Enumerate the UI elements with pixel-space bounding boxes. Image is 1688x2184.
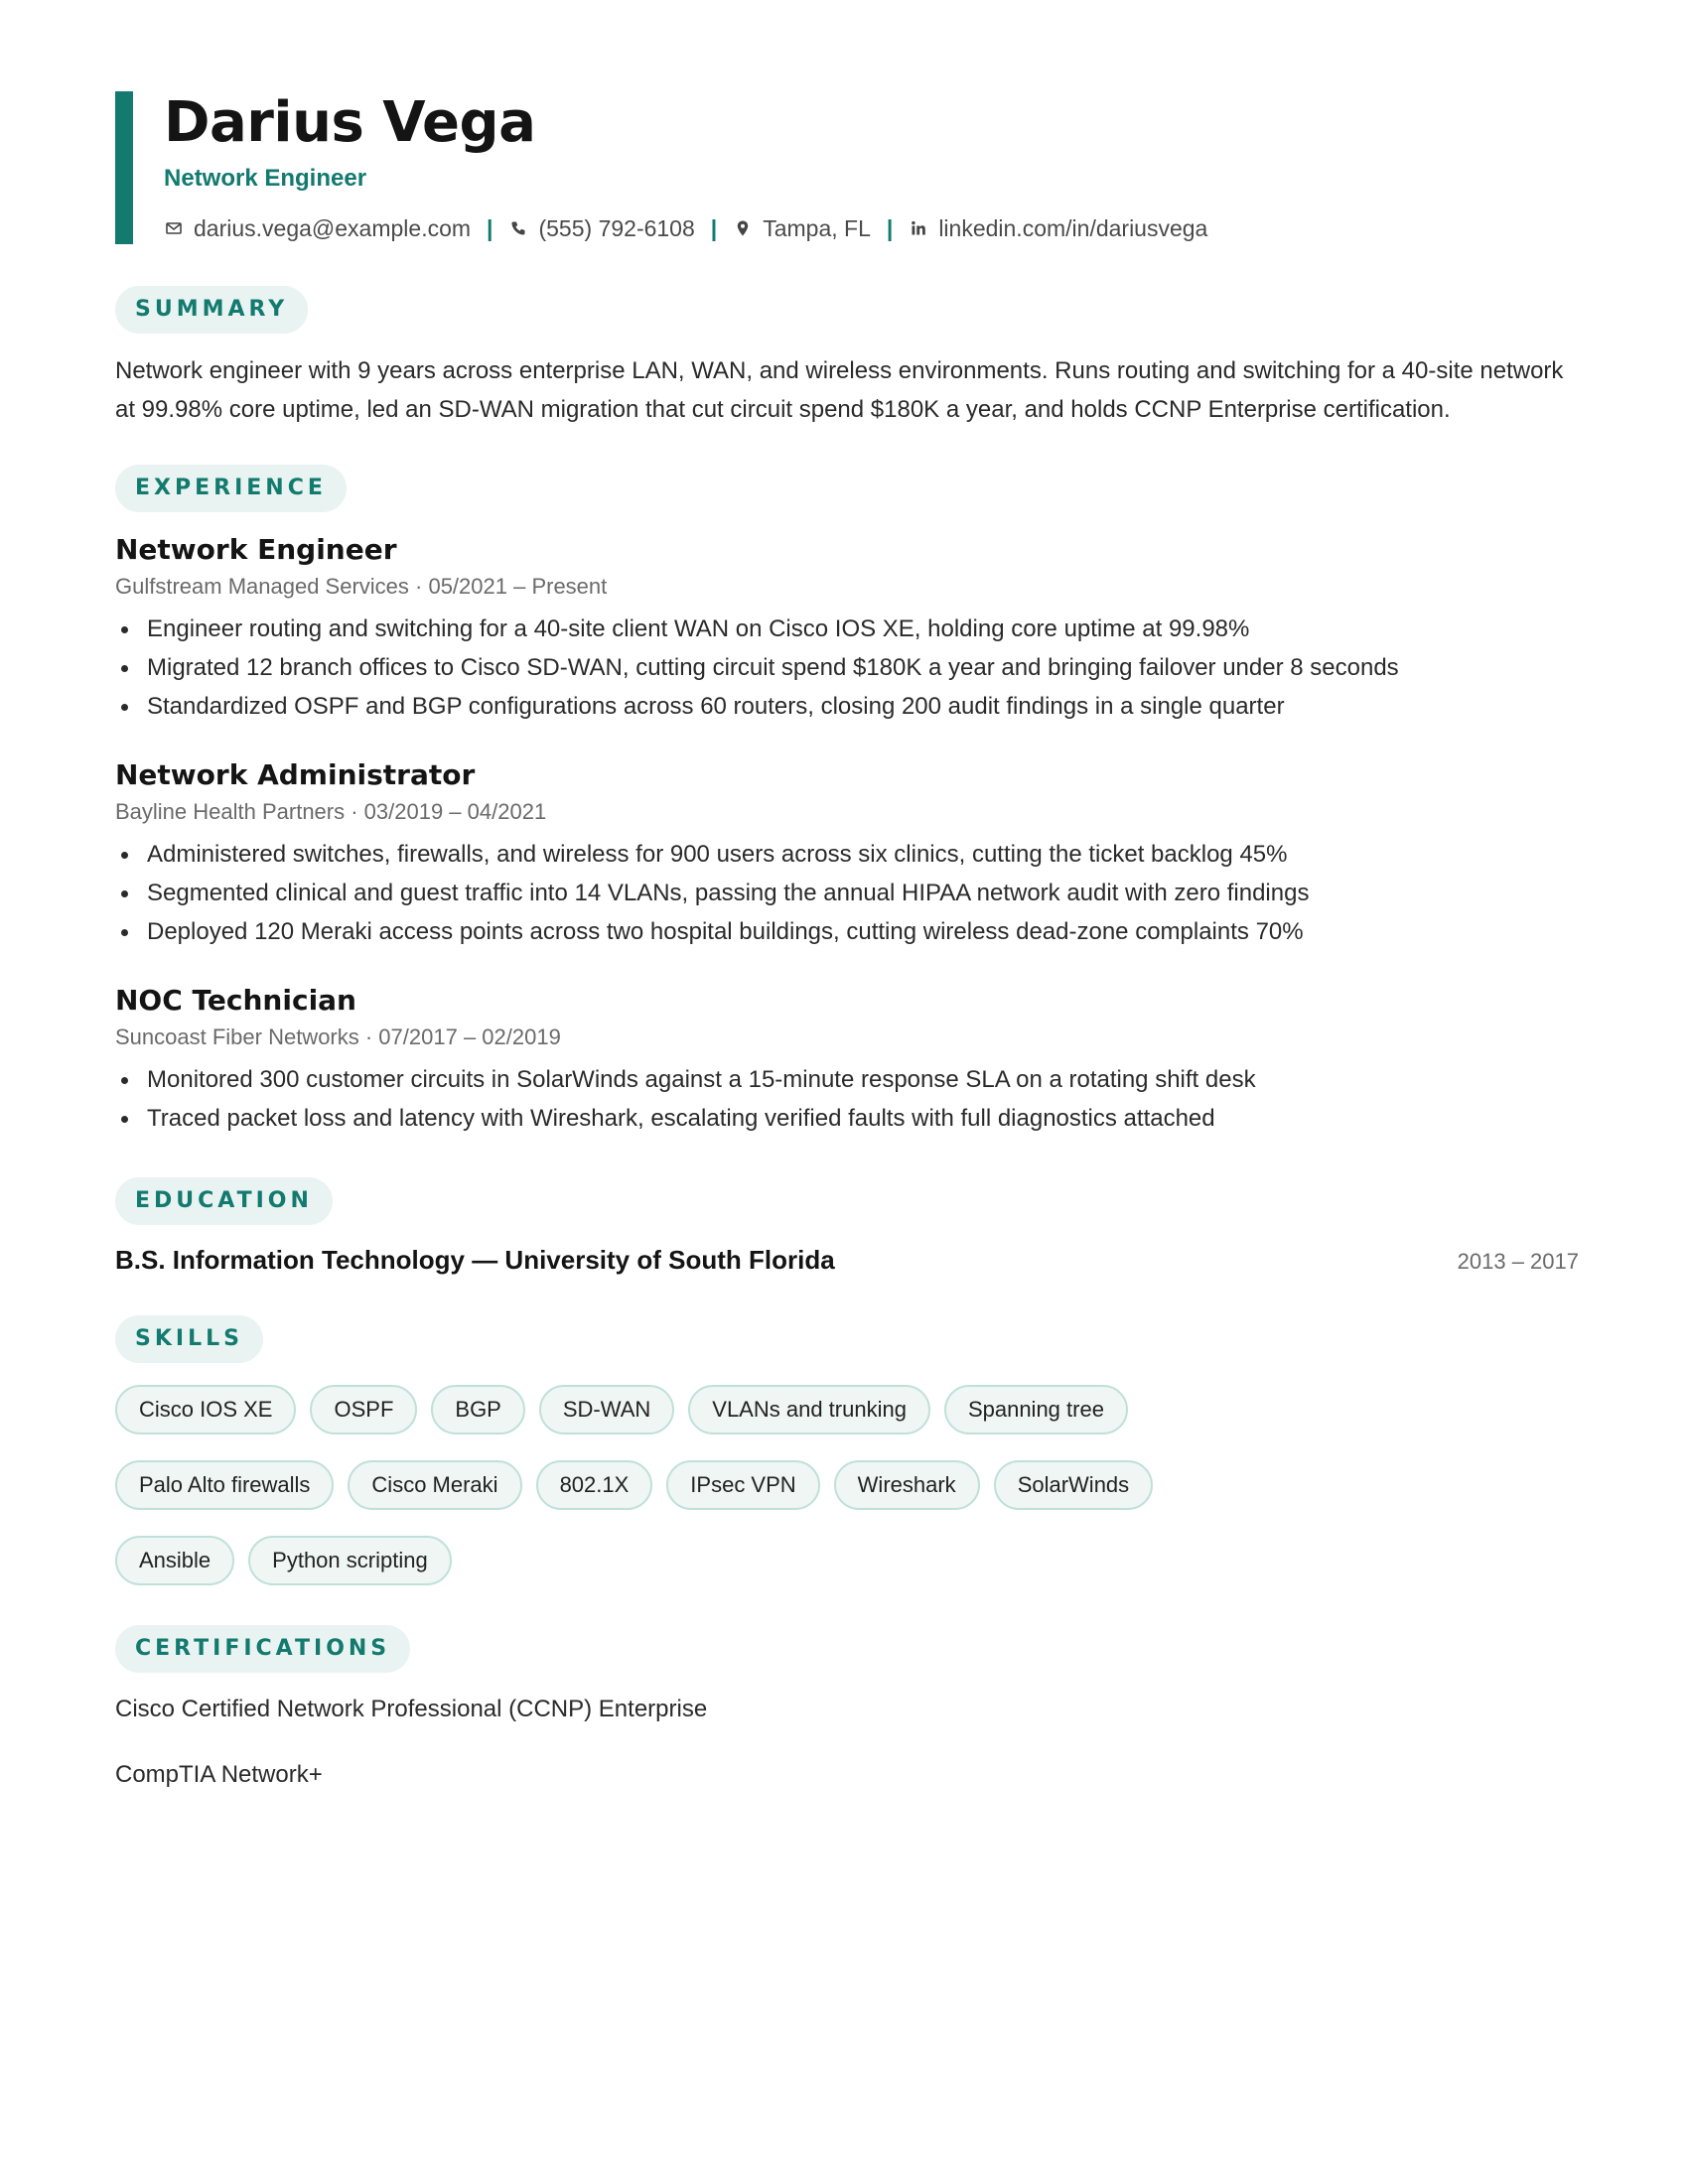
contact-linkedin[interactable] [909,214,1207,242]
experience-section [115,465,1579,1138]
bullet-item: Segmented clinical and guest traffic into 14 VLANs, passing the annual HIPAA network audit with zero findings [115,874,1579,912]
job-meta: Gulfstream Managed Services · 05/2021 – Present [115,574,608,599]
skill-chip: 802.1X [536,1460,653,1510]
phone-text: (555) 792-6108 [538,215,695,241]
skill-chip: Spanning tree [944,1385,1128,1434]
bullet-item: Engineer routing and switching for a 40-site client WAN on Cisco IOS XE, holding core uptime at 99.98% [115,610,1579,648]
resume-header [115,91,1579,244]
accent-bar [115,91,133,244]
education-degree: B.S. Information Technology — University of South Florida [115,1245,835,1275]
location-text: Tampa, FL [763,215,871,241]
certification-item: Cisco Certified Network Professional (CCNP) Enterprise [115,1696,708,1722]
education-years: 2013 – 2017 [1457,1249,1579,1274]
bullet-item: Deployed 120 Meraki access points across two hospital buildings, cutting wireless dead-zone complaints 70% [115,912,1579,951]
contact-phone[interactable] [508,214,694,242]
job-meta: Suncoast Fiber Networks · 07/2017 – 02/2019 [115,1024,561,1049]
certifications-section [115,1625,1579,1790]
section-heading: SKILLS [115,1315,263,1363]
job-title: NOC Technician [115,984,356,1017]
location-pin-icon [733,218,753,238]
job-bullets [115,835,1579,951]
contact-location [733,214,871,242]
candidate-name: Darius Vega [164,90,536,155]
job-meta: Bayline Health Partners · 03/2019 – 04/2021 [115,799,547,824]
job-bullets [115,610,1579,726]
certification-item: CompTIA Network+ [115,1761,323,1788]
job-entry [115,757,1579,951]
skill-chip: Cisco Meraki [348,1460,521,1510]
job-title: Network Administrator [115,758,476,791]
skill-chip: IPsec VPN [666,1460,819,1510]
job-title: Network Engineer [115,533,397,566]
skill-chip: SolarWinds [994,1460,1153,1510]
linkedin-text: linkedin.com/in/dariusvega [938,215,1208,241]
candidate-role: Network Engineer [164,165,367,192]
skill-chip: Palo Alto firewalls [115,1460,334,1510]
section-heading: CERTIFICATIONS [115,1625,410,1673]
bullet-item: Migrated 12 branch offices to Cisco SD-WAN, cutting circuit spend $180K a year and bringing failover under 8 seconds [115,648,1579,687]
contact-row [164,214,1579,242]
summary-section [115,286,1579,429]
mail-icon [164,218,184,238]
certifications-list [115,1695,1579,1790]
skill-chip: SD-WAN [539,1385,674,1434]
skill-chip: Wireshark [834,1460,980,1510]
phone-icon [508,218,528,238]
resume-page [115,91,1579,1790]
linkedin-icon [909,218,928,238]
skill-chip: VLANs and trunking [688,1385,930,1434]
job-bullets [115,1060,1579,1138]
bullet-item: Traced packet loss and latency with Wireshark, escalating verified faults with full diagnostics attached [115,1099,1579,1138]
email-text: darius.vega@example.com [194,215,472,241]
education-section [115,1177,1579,1276]
education-entry [115,1245,1579,1276]
bullet-item: Monitored 300 customer circuits in SolarWinds against a 15-minute response SLA on a rotating shift desk [115,1060,1579,1099]
section-heading: SUMMARY [115,286,308,334]
contact-separator: | [886,215,894,241]
section-heading: EXPERIENCE [115,465,347,512]
section-heading: EDUCATION [115,1177,333,1225]
skill-chip: Ansible [115,1536,234,1585]
contact-separator: | [710,215,718,241]
skill-chip: BGP [431,1385,524,1434]
bullet-item: Administered switches, firewalls, and wireless for 900 users across six clinics, cutting the ticket backlog 45% [115,835,1579,874]
skill-chip: OSPF [310,1385,417,1434]
contact-email[interactable] [164,214,471,242]
skills-list [115,1385,1257,1585]
skills-section [115,1315,1579,1585]
summary-text: Network engineer with 9 years across enterprise LAN, WAN, and wireless environments. Runs routing and switching for a 40-site network at 99.98% core uptime, led an SD-WAN migration that cut circuit spend $180K a year, and holds CCNP Enterprise certification. [115,357,1564,423]
bullet-item: Standardized OSPF and BGP configurations across 60 routers, closing 200 audit findings in a single quarter [115,687,1579,726]
job-entry [115,983,1579,1138]
skill-chip: Python scripting [248,1536,452,1585]
job-entry [115,532,1579,726]
skill-chip: Cisco IOS XE [115,1385,296,1434]
contact-separator: | [487,215,493,241]
